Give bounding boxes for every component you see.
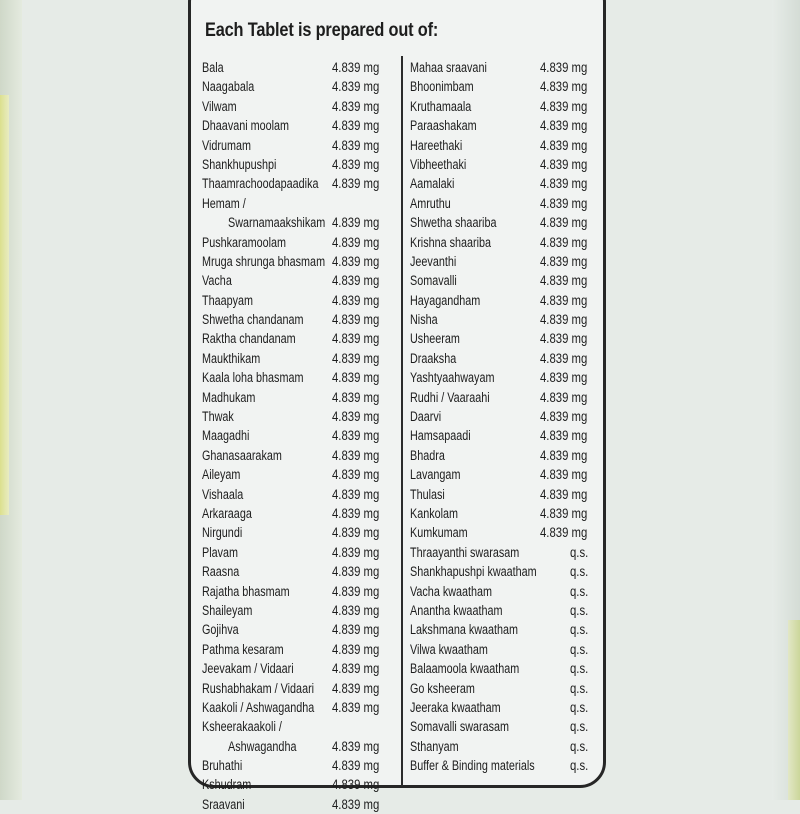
ingredient-name: Buffer & Binding materials — [410, 758, 535, 774]
ingredient-name: Thaapyam — [202, 292, 254, 308]
ingredient-amount: 4.839 mg — [332, 680, 380, 696]
ingredient-amount: q.s. — [570, 719, 589, 735]
ingredient-row — [410, 136, 600, 155]
ingredient-name: Balaamoola kwaatham — [410, 661, 520, 677]
ingredient-amount: 4.839 mg — [540, 428, 588, 444]
ingredient-row — [202, 620, 398, 639]
ingredient-name: Vilwa kwaatham — [410, 641, 488, 657]
ingredient-row — [202, 329, 398, 348]
ingredient-name: Dhaavani moolam — [202, 118, 290, 134]
ingredient-amount: q.s. — [570, 583, 589, 599]
ingredient-row — [410, 155, 600, 174]
ingredient-amount: 4.839 mg — [332, 428, 380, 444]
ingredient-name: Maukthikam — [202, 350, 261, 366]
ingredient-row — [410, 388, 600, 407]
ingredient-name: Maagadhi — [202, 428, 250, 444]
ingredient-name: Bruhathi — [202, 758, 243, 774]
ingredient-row — [202, 116, 398, 135]
ingredient-amount: 4.839 mg — [332, 544, 380, 560]
ingredient-row — [202, 388, 398, 407]
ingredient-amount: 4.839 mg — [332, 60, 380, 75]
ingredient-amount: 4.839 mg — [540, 331, 588, 347]
ingredient-name: Sthanyam — [410, 738, 459, 754]
ingredient-name: Kruthamaala — [410, 98, 472, 114]
ingredient-amount: q.s. — [570, 758, 589, 774]
ingredient-row — [410, 213, 600, 232]
ingredient-row — [202, 717, 398, 736]
ingredient-amount: 4.839 mg — [540, 195, 588, 211]
ingredient-amount: q.s. — [570, 602, 589, 618]
ingredient-amount: 4.839 mg — [540, 215, 588, 231]
ingredient-row — [202, 368, 398, 387]
ingredient-row — [202, 659, 398, 678]
ingredient-row — [202, 504, 398, 523]
ingredient-row — [410, 426, 600, 445]
ingredient-row — [410, 233, 600, 252]
ingredient-amount: 4.839 mg — [332, 602, 380, 618]
ingredient-amount: 4.839 mg — [540, 176, 588, 192]
ingredient-amount: 4.839 mg — [332, 312, 380, 328]
ingredient-row — [202, 640, 398, 659]
ingredient-name: Vidrumam — [202, 137, 252, 153]
ingredient-row — [202, 426, 398, 445]
ingredient-name: Jeevakam / Vidaari — [202, 661, 294, 677]
ingredient-name: Hareethaki — [410, 137, 463, 153]
ingredient-amount: 4.839 mg — [332, 118, 380, 134]
ingredient-amount: 4.839 mg — [332, 176, 380, 192]
ingredient-name: Shwetha shaariba — [410, 215, 497, 231]
ingredient-name: Amruthu — [410, 195, 451, 211]
ingredient-amount: 4.839 mg — [540, 253, 588, 269]
ingredient-name: Aileyam — [202, 467, 241, 483]
ingredient-row — [410, 562, 600, 581]
ingredient-name: Kaala loha bhasmam — [202, 370, 304, 386]
ingredient-amount: 4.839 mg — [332, 273, 380, 289]
ingredient-amount: 4.839 mg — [540, 156, 588, 172]
ingredient-amount: 4.839 mg — [540, 137, 588, 153]
ingredient-row — [202, 136, 398, 155]
ingredient-amount: 4.839 mg — [540, 409, 588, 425]
ingredient-amount: 4.839 mg — [332, 486, 380, 502]
ingredient-row — [202, 252, 398, 271]
ingredient-amount: q.s. — [570, 641, 589, 657]
ingredient-amount: q.s. — [570, 738, 589, 754]
ingredient-name: Shwetha chandanam — [202, 312, 304, 328]
ingredient-amount: 4.839 mg — [540, 79, 588, 95]
ingredient-name: Swarnamaakshikam — [228, 215, 326, 231]
ingredient-row — [410, 97, 600, 116]
ingredient-name: Vishaala — [202, 486, 244, 502]
ingredient-row — [410, 77, 600, 96]
ingredient-amount: 4.839 mg — [332, 370, 380, 386]
ingredient-amount: 4.839 mg — [332, 389, 380, 405]
ingredient-name: Anantha kwaatham — [410, 602, 503, 618]
ingredient-row — [410, 737, 600, 756]
ingredient-row — [202, 698, 398, 717]
ingredient-name: Nisha — [410, 312, 438, 328]
ingredient-name: Arkaraaga — [202, 505, 252, 521]
ingredient-amount: 4.839 mg — [332, 796, 380, 812]
ingredient-row — [410, 717, 600, 736]
ingredient-name: Lavangam — [410, 467, 461, 483]
ingredient-row — [202, 77, 398, 96]
ingredient-amount: 4.839 mg — [332, 331, 380, 347]
ingredient-row — [202, 523, 398, 542]
ingredient-name: Jeeraka kwaatham — [410, 699, 501, 715]
ingredient-row — [202, 582, 398, 601]
ingredient-row — [410, 271, 600, 290]
ingredient-amount: 4.839 mg — [332, 525, 380, 541]
ingredient-row — [410, 679, 600, 698]
ingredient-row — [410, 640, 600, 659]
ingredient-amount: 4.839 mg — [332, 641, 380, 657]
ingredient-amount: 4.839 mg — [332, 777, 380, 793]
ingredient-amount: 4.839 mg — [332, 234, 380, 250]
ingredient-row — [202, 543, 398, 562]
ingredient-name: Mahaa sraavani — [410, 60, 487, 75]
ingredient-name: Sraavani — [202, 796, 245, 812]
ingredient-amount: q.s. — [570, 544, 589, 560]
ingredient-row — [202, 737, 398, 756]
ingredient-name: Krishna shaariba — [410, 234, 492, 250]
ingredient-name: Go ksheeram — [410, 680, 475, 696]
ingredient-name: Kumkumam — [410, 525, 468, 541]
ingredient-row — [410, 504, 600, 523]
ingredient-amount: 4.839 mg — [332, 467, 380, 483]
ingredient-row — [202, 775, 398, 794]
ingredient-amount: 4.839 mg — [540, 273, 588, 289]
ingredient-amount: q.s. — [570, 661, 589, 677]
ingredient-row — [410, 310, 600, 329]
ingredient-amount: q.s. — [570, 622, 589, 638]
ingredient-amount: 4.839 mg — [540, 467, 588, 483]
column-divider — [401, 56, 403, 786]
ingredient-amount: 4.839 mg — [540, 292, 588, 308]
ingredient-amount: 4.839 mg — [540, 312, 588, 328]
ingredient-name: Aamalaki — [410, 176, 455, 192]
ingredient-row — [202, 310, 398, 329]
ingredient-row — [202, 601, 398, 620]
ingredient-name: Mruga shrunga bhasmam — [202, 253, 326, 269]
ingredient-name: Rajatha bhasmam — [202, 583, 290, 599]
ingredient-name: Vacha kwaatham — [410, 583, 493, 599]
ingredient-amount: 4.839 mg — [332, 447, 380, 463]
ingredient-name: Daarvi — [410, 409, 442, 425]
ingredient-name: Vacha — [202, 273, 232, 289]
ingredient-row — [202, 795, 398, 814]
ingredient-amount: q.s. — [570, 699, 589, 715]
ingredient-name: Pathma kesaram — [202, 641, 284, 657]
ingredient-name: Yashtyaahwayam — [410, 370, 495, 386]
ingredient-row — [410, 252, 600, 271]
ingredient-name: Kshudram — [202, 777, 252, 793]
ingredient-row — [202, 271, 398, 290]
ingredient-amount: 4.839 mg — [540, 389, 588, 405]
ingredient-amount: 4.839 mg — [332, 79, 380, 95]
ingredient-name: Raasna — [202, 564, 240, 580]
ingredient-name: Thwak — [202, 409, 234, 425]
ingredient-name: Thaamrachoodapaadika — [202, 176, 319, 192]
ingredient-row — [202, 349, 398, 368]
ingredient-row — [202, 194, 398, 213]
ingredient-row — [410, 446, 600, 465]
ingredient-amount: 4.839 mg — [332, 505, 380, 521]
ingredient-row — [410, 465, 600, 484]
ingredient-name: Shankhupushpi — [202, 156, 277, 172]
ingredient-name: Thraayanthi swarasam — [410, 544, 520, 560]
ingredient-name: Naagabala — [202, 79, 255, 95]
ingredient-name: Usheeram — [410, 331, 460, 347]
carton-right-edge — [772, 0, 800, 800]
ingredient-row — [410, 174, 600, 193]
carton-left-green-strip — [0, 95, 9, 515]
ingredient-name: Kaakoli / Ashwagandha — [202, 699, 315, 715]
ingredient-name: Rushabhakam / Vidaari — [202, 680, 315, 696]
ingredient-amount: q.s. — [570, 680, 589, 696]
ingredients-heading: Each Tablet is prepared out of: — [205, 20, 439, 41]
ingredient-name: Hamsapaadi — [410, 428, 471, 444]
ingredient-name: Hayagandham — [410, 292, 481, 308]
ingredient-amount: 4.839 mg — [540, 486, 588, 502]
ingredient-amount: 4.839 mg — [332, 583, 380, 599]
ingredient-name: Shaileyam — [202, 602, 253, 618]
carton-right-green-strip — [788, 620, 800, 800]
ingredient-row — [202, 407, 398, 426]
ingredient-amount: 4.839 mg — [540, 60, 588, 75]
ingredient-amount: 4.839 mg — [332, 156, 380, 172]
ingredient-name: Ksheerakaakoli / — [202, 719, 282, 735]
ingredient-amount: 4.839 mg — [540, 234, 588, 250]
ingredient-row — [410, 368, 600, 387]
ingredients-left-column — [202, 58, 398, 814]
ingredients-right-column — [410, 58, 600, 775]
ingredient-row — [202, 291, 398, 310]
ingredient-row — [202, 446, 398, 465]
ingredient-amount: q.s. — [570, 564, 589, 580]
ingredient-name: Ashwagandha — [228, 738, 297, 754]
ingredient-name: Kankolam — [410, 505, 459, 521]
ingredient-row — [410, 543, 600, 562]
ingredient-amount: 4.839 mg — [540, 118, 588, 134]
ingredient-amount: 4.839 mg — [332, 350, 380, 366]
ingredient-amount: 4.839 mg — [540, 370, 588, 386]
ingredient-amount: 4.839 mg — [540, 525, 588, 541]
ingredient-row — [410, 620, 600, 639]
ingredient-row — [410, 329, 600, 348]
ingredient-amount: 4.839 mg — [332, 253, 380, 269]
ingredient-amount: 4.839 mg — [332, 564, 380, 580]
ingredient-amount: 4.839 mg — [540, 98, 588, 114]
ingredient-row — [410, 194, 600, 213]
ingredient-row — [202, 155, 398, 174]
ingredient-name: Vilwam — [202, 98, 237, 114]
ingredient-row — [410, 58, 600, 77]
ingredient-amount: 4.839 mg — [332, 292, 380, 308]
ingredient-row — [410, 756, 600, 775]
ingredient-row — [410, 291, 600, 310]
ingredient-row — [410, 698, 600, 717]
ingredient-row — [410, 407, 600, 426]
ingredient-row — [410, 116, 600, 135]
ingredient-row — [202, 233, 398, 252]
ingredient-amount: 4.839 mg — [332, 622, 380, 638]
ingredient-amount: 4.839 mg — [332, 98, 380, 114]
ingredient-row — [202, 58, 398, 77]
ingredient-name: Bhoonimbam — [410, 79, 474, 95]
ingredient-name: Bhadra — [410, 447, 445, 463]
ingredient-name: Gojihva — [202, 622, 239, 638]
ingredient-name: Nirgundi — [202, 525, 243, 541]
ingredient-name: Somavalli swarasam — [410, 719, 510, 735]
ingredient-amount: 4.839 mg — [332, 409, 380, 425]
ingredient-amount: 4.839 mg — [332, 738, 380, 754]
carton-left-edge — [0, 0, 22, 800]
ingredient-name: Paraashakam — [410, 118, 477, 134]
ingredient-name: Pushkaramoolam — [202, 234, 287, 250]
ingredient-row — [202, 485, 398, 504]
ingredient-amount: 4.839 mg — [540, 447, 588, 463]
ingredient-name: Hemam / — [202, 195, 246, 211]
ingredient-row — [410, 523, 600, 542]
ingredient-amount: 4.839 mg — [540, 505, 588, 521]
ingredient-row — [410, 485, 600, 504]
ingredient-amount: 4.839 mg — [540, 350, 588, 366]
ingredient-amount: 4.839 mg — [332, 758, 380, 774]
ingredient-name: Rudhi / Vaaraahi — [410, 389, 490, 405]
ingredient-row — [410, 349, 600, 368]
ingredient-row — [202, 97, 398, 116]
ingredient-row — [202, 679, 398, 698]
ingredient-name: Ghanasaarakam — [202, 447, 282, 463]
ingredient-amount: 4.839 mg — [332, 661, 380, 677]
ingredient-name: Somavalli — [410, 273, 457, 289]
ingredient-row — [202, 756, 398, 775]
ingredient-row — [410, 582, 600, 601]
ingredient-name: Jeevanthi — [410, 253, 457, 269]
ingredient-name: Draaksha — [410, 350, 457, 366]
ingredient-name: Shankhapushpi kwaatham — [410, 564, 537, 580]
ingredient-amount: 4.839 mg — [332, 137, 380, 153]
ingredient-name: Thulasi — [410, 486, 445, 502]
ingredient-row — [410, 659, 600, 678]
ingredient-name: Madhukam — [202, 389, 256, 405]
ingredient-row — [202, 213, 398, 232]
ingredient-name: Vibheethaki — [410, 156, 467, 172]
ingredient-amount: 4.839 mg — [332, 699, 380, 715]
ingredient-row — [202, 562, 398, 581]
ingredient-name: Plavam — [202, 544, 239, 560]
ingredient-row — [202, 174, 398, 193]
ingredient-row — [410, 601, 600, 620]
ingredient-name: Raktha chandanam — [202, 331, 296, 347]
ingredient-row — [202, 465, 398, 484]
ingredient-name: Bala — [202, 60, 224, 75]
ingredient-amount: 4.839 mg — [332, 215, 380, 231]
ingredient-name: Lakshmana kwaatham — [410, 622, 519, 638]
